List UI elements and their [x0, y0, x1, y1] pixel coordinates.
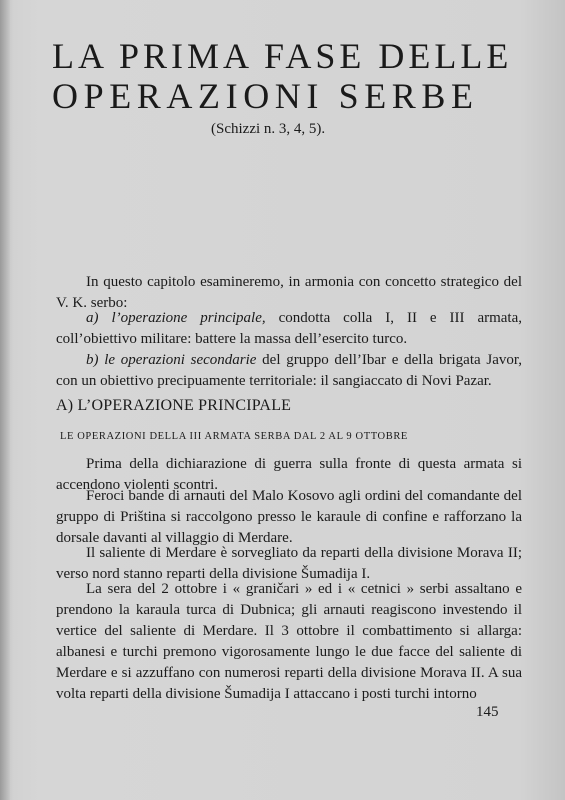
item-a-text: condotta colla I, II e III armata, coll’obiettivo militare: battere la massa dell’esercito turco. [56, 310, 523, 347]
intro-item-b [56, 350, 522, 392]
chapter-title [52, 36, 513, 116]
section-heading: A) L’OPERAZIONE PRINCIPALE [56, 397, 292, 414]
chapter-title-line-1: LA PRIMA FASE DELLE [52, 36, 513, 76]
body-paragraph-1: Prima della dichiarazione di guerra sulla fronte di questa armata si accendono violenti scontri. [56, 456, 522, 493]
item-b-marker: b) [86, 352, 99, 368]
page-number: 145 [476, 704, 499, 720]
intro-item-a [56, 308, 522, 350]
body-paragraph-4: La sera del 2 ottobre i « graničari » ed i « cetnici » serbi assaltano e prendono la karaula turca di Dubnica; gli arnauti reagiscono investendo il vertice del saliente di Merdare. Il 3 ottobre il combattimento si allarga: albanesi e turchi premono vigorosamente lungo le due facce del saliente di Merdare e si azzuffano con numerosi reparti della divisione Morava II. A sua volta reparti della divisione Šumadija I attaccano i posti turchi intorno [56, 581, 522, 702]
intro-paragraph: In questo capitolo esamineremo, in armonia con concetto strategico del V. K. serbo: [56, 274, 522, 311]
body-paragraph-3: Il saliente di Merdare è sorvegliato da reparti della divisione Morava II; verso nord stanno reparti della divisione Šumadija I. [56, 545, 522, 582]
chapter-subtitle: (Schizzi n. 3, 4, 5). [211, 121, 326, 137]
page-gutter [0, 0, 10, 800]
body-paragraph-2: Feroci bande di arnauti del Malo Kosovo agli ordini del comandante del gruppo di Priština si raccolgono presso le karaule di confine e rafforzano la dorsale davanti al villaggio di Merdare. [56, 488, 522, 546]
item-b-title: le operazioni secondarie [104, 352, 257, 368]
subsection-heading: LE OPERAZIONI DELLA III ARMATA SERBA DAL 2 AL 9 OTTOBRE [60, 431, 408, 442]
chapter-title-line-2: OPERAZIONI SERBE [52, 76, 479, 116]
item-a-title: l’operazione principale, [111, 310, 266, 326]
item-b-text: del gruppo dell’Ibar e della brigata Javor, con un obiettivo precipuamente territoriale: il sangiaccato di Novi Pazar. [56, 352, 522, 389]
item-a-marker: a) [86, 310, 99, 326]
